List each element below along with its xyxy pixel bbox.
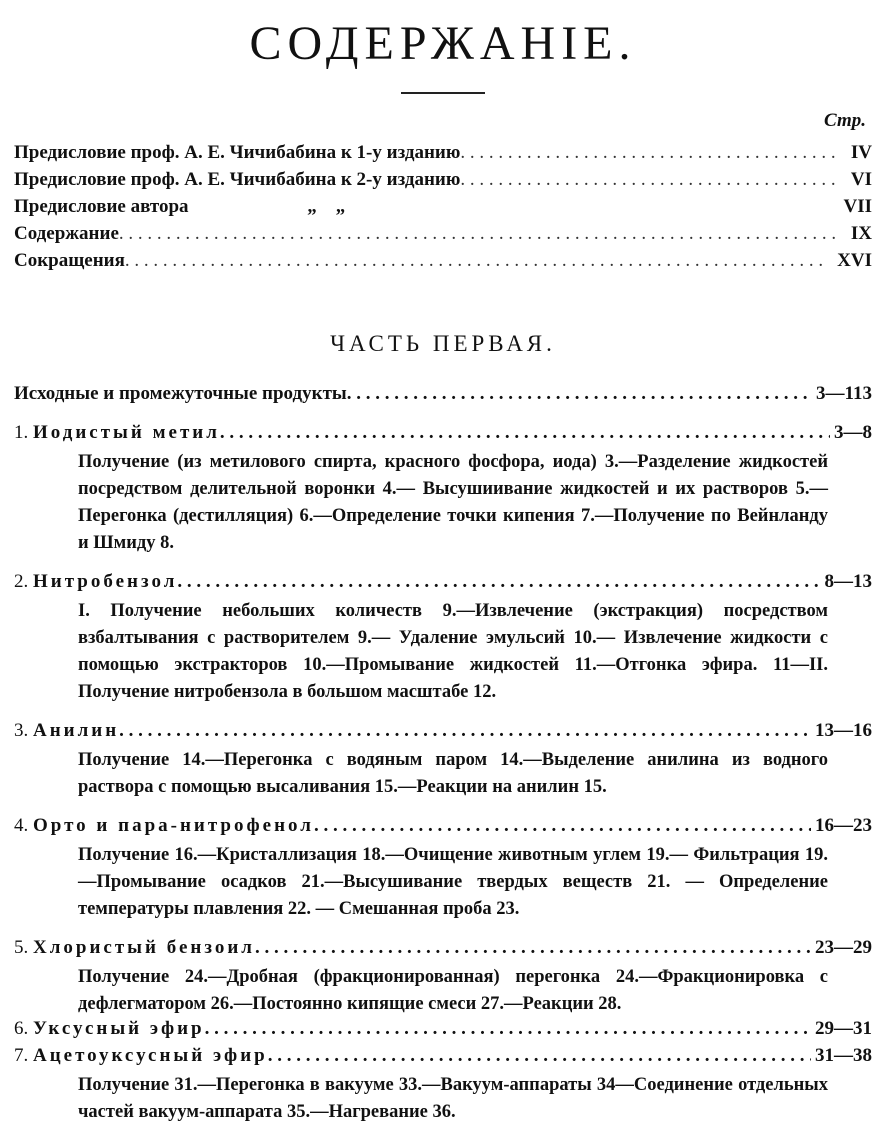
section-pages: 3—113 xyxy=(816,383,872,404)
toc-entry-preface-2[interactable] xyxy=(14,169,872,196)
dot-leader xyxy=(205,1018,811,1040)
dot-leader xyxy=(255,937,811,959)
dot-leader xyxy=(177,571,820,593)
toc-section-entry[interactable] xyxy=(14,383,872,410)
spacer xyxy=(14,923,872,937)
spacer xyxy=(14,557,872,571)
spacer xyxy=(14,706,872,720)
entry-page: IX xyxy=(850,223,872,244)
toc-chapter-4[interactable] xyxy=(14,815,872,842)
entry-title: Предисловие проф. А. Е. Чичибабина к 2-у изданию xyxy=(14,169,461,190)
dot-leader xyxy=(268,1045,811,1067)
dot-leader xyxy=(125,250,827,272)
toc-chapter-1[interactable] xyxy=(14,422,872,449)
chapter-description: Получение (из метилового спирта, красного фосфора, иода) 3.—Разделение жидкостей посредством делительной воронки 4.— Высушиивание жидкостей и их растворов 5.—Перегонка (дестилляция) 6.—Определение точки кипения 7.—Получение по Вейнланду и Шмиду 8. xyxy=(78,452,828,553)
chapter-pages: 13—16 xyxy=(815,720,872,741)
entry-title: Предисловие автора „ „ xyxy=(14,196,346,217)
dot-leader xyxy=(460,169,840,191)
chapter-list xyxy=(14,383,872,1126)
chapter-title: Уксусный эфир xyxy=(33,1018,205,1039)
chapter-title: Анилин xyxy=(33,720,120,741)
chapter-description: Получение 24.—Дробная (фракционированная) перегонка 24.—Фракционировка с дефлегматором 26.—Постоянно кипящие смеси 27.—Реакции 28. xyxy=(78,967,828,1014)
spacer xyxy=(14,801,872,815)
entry-title: Сокращения xyxy=(14,250,125,271)
chapter-number: 5. xyxy=(14,937,29,958)
section-title: Исходные и промежуточные продукты xyxy=(14,383,347,404)
chapter-title: Ацетоуксусный эфир xyxy=(33,1045,268,1066)
chapter-pages: 16—23 xyxy=(815,815,872,836)
toc-entry-preface-1[interactable] xyxy=(14,142,872,169)
preface-list xyxy=(14,142,872,277)
dot-leader xyxy=(460,142,840,164)
chapter-description: I. Получение небольших количеств 9.—Извлечение (экстракция) посредством взбалтывания с растворителем 9.— Удаление эмульсий 10.— Извлечение жидкости с помощью экстракторов 10.—Промывание жидкостей 11.—Отгонка эфира. 11—II. Получение нитробензола в большом масштабе 12. xyxy=(78,601,828,702)
chapter-title: Иодистый метил xyxy=(33,422,220,443)
entry-title: Предисловие проф. А. Е. Чичибабина к 1-у изданию xyxy=(14,142,461,163)
chapter-number: 2. xyxy=(14,571,29,592)
entry-page: VI xyxy=(850,169,872,190)
chapter-pages: 3—8 xyxy=(834,422,872,443)
chapter-title: Орто и пара-нитрофенол xyxy=(33,815,314,836)
dot-leader xyxy=(347,383,812,405)
chapter-title: Нитробензол xyxy=(33,571,178,592)
entry-page: IV xyxy=(850,142,872,163)
toc-chapter-7[interactable] xyxy=(14,1045,872,1072)
spacer xyxy=(14,410,872,422)
dot-leader xyxy=(119,720,811,742)
dot-leader xyxy=(314,815,811,837)
toc-entry-preface-author[interactable] xyxy=(14,196,872,223)
entry-page: XVI xyxy=(837,250,872,271)
chapter-description: Получение 31.—Перегонка в вакууме 33.—Вакуум-аппараты 34—Соединение отдельных частей вакуум-аппарата 35.—Нагревание 36. xyxy=(78,1075,828,1122)
title-divider xyxy=(401,92,485,94)
toc-entry-contents[interactable] xyxy=(14,223,872,250)
chapter-description: Получение 14.—Перегонка с водяным паром 14.—Выделение анилина из водного раствора с помощью высаливания 15.—Реакции на анилин 15. xyxy=(78,750,828,797)
chapter-number: 1. xyxy=(14,422,29,443)
chapter-number: 7. xyxy=(14,1045,29,1066)
part-title: ЧАСТЬ ПЕРВАЯ. xyxy=(330,331,556,356)
chapter-pages: 29—31 xyxy=(815,1018,872,1039)
toc-chapter-3[interactable] xyxy=(14,720,872,747)
chapter-pages: 8—13 xyxy=(824,571,872,592)
page-title: СОДЕРЖАНІЕ. xyxy=(249,17,637,70)
page-column-label: Стр. xyxy=(824,110,866,131)
chapter-number: 4. xyxy=(14,815,29,836)
chapter-description: Получение 16.—Кристаллизация 18.—Очищение животным углем 19.— Фильтрация 19.—Промывание осадков 21.—Высушивание твердых веществ 21. — Определение температуры плавления 22. — Смешанная проба 23. xyxy=(78,845,828,919)
dot-leader xyxy=(220,422,830,444)
toc-chapter-6[interactable] xyxy=(14,1018,872,1045)
toc-entry-abbreviations[interactable] xyxy=(14,250,872,277)
chapter-title: Хлористый бензоил xyxy=(33,937,255,958)
chapter-number: 3. xyxy=(14,720,29,741)
entry-page: VII xyxy=(843,196,872,217)
toc-chapter-5[interactable] xyxy=(14,937,872,964)
chapter-pages: 23—29 xyxy=(815,937,872,958)
entry-title: Содержание xyxy=(14,223,119,244)
chapter-number: 6. xyxy=(14,1018,29,1039)
chapter-pages: 31—38 xyxy=(815,1045,872,1066)
toc-chapter-2[interactable] xyxy=(14,571,872,598)
dot-leader xyxy=(119,223,841,245)
